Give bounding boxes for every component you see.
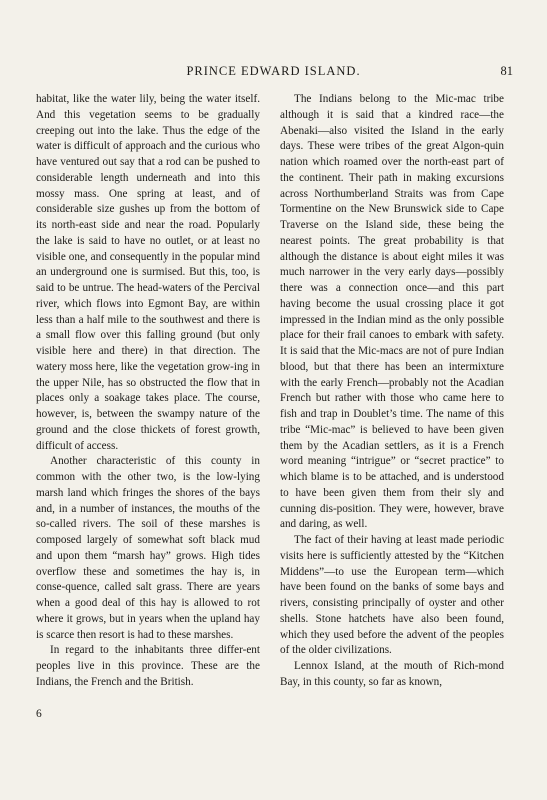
signature-mark: 6	[36, 708, 42, 720]
paragraph: habitat, like the water lily, being the water itself. And this vegetation seems to be gradually creeping out into the lake. Thus the edge of the water is difficult of approach and the curious who have ventured out say that a rod can be pushed to considerable length underneath and into this mossy mass. One spring at least, and of considerable size gushes up from the bottom of its north-east side and near the road. Popularly the lake is said to have no outlet, or at least no visible one, and consequently in the popular mind an underground one is surmised. But this, too, is said to be untrue. The head-waters of the Percival river, which flows into Egmont Bay, are within less than a half mile to the southwest and there is a small flow over this falling ground (but only visible here and there) in that direction. The watery moss here, like the vegetation grow-ing in the upper Nile, has so obstructed the flow that in places only a soakage takes place. The course, however, is, between the swampy nature of the ground and the close thickets of forest growth, difficult of access.	[36, 93, 260, 452]
running-title: PRINCE EDWARD ISLAND.	[186, 64, 361, 78]
paragraph: Lennox Island, at the mouth of Rich-mond Bay, in this county, so far as known,	[280, 660, 504, 688]
left-column	[36, 92, 260, 691]
running-head	[0, 64, 547, 80]
paragraph: Another characteristic of this county in common with the other two, is the low-lying marsh land which fringes the shores of the bays and, in a number of instances, the mouths of the so-called rivers. The soil of these marshes is composed largely of somewhat soft black mud and upon them “marsh hay” grows. High tides overflow these and sometimes the hay is, in conse-quence, called salt grass. There are years when a good deal of this hay is allowed to rot where it grows, but in years when the upland hay is scarce then resort is had to these marshes.	[36, 455, 260, 641]
paragraph: The fact of their having at least made periodic visits here is sufficiently attested by the “Kitchen Middens”—to use the European term—which have been found on the banks of some bays and rivers, consisting principally of oyster and other shells. Stone hatchets have also been found, which they used before the advent of the peoples of the older civilizations.	[280, 534, 504, 657]
page-number: 81	[500, 64, 513, 78]
paragraph: In regard to the inhabitants three differ-ent peoples live in this province. These are the Indians, the French and the British.	[36, 644, 260, 688]
paragraph: The Indians belong to the Mic-mac tribe although it is said that a kindred race—the Abenaki—also visited the Island in the early days. These were tribes of the great Algon-quin nation which roamed over the north-east part of the continent. Their path in making excursions across Northumberland Straits was from Cape Tormentine on the New Brunswick side to Cape Traverse on the Island side, these being the nearest points. The great probability is that although the distance is about eight miles it was much narrower in the very early days—possibly there was a connection once—and this part having become the usual crossing place it got impressed in the Indian mind as the only possible place for their frail canoes to embark with safety. It is said that the Mic-macs are not of pure Indian blood, but that there has been an intermixture with the early French—probably not the Acadian French but rather with those who came here to fish and trap in Doublet’s time. The name of this tribe “Mic-mac” is believed to have been given them by the Acadian settlers, as it is a French word meaning “intrigue” or “secret practice” to which blame is to be attached, and is understood to have been given them from their sly and cunning dis-position. They were, however, brave and daring, as well.	[280, 93, 504, 531]
right-column	[280, 92, 504, 691]
